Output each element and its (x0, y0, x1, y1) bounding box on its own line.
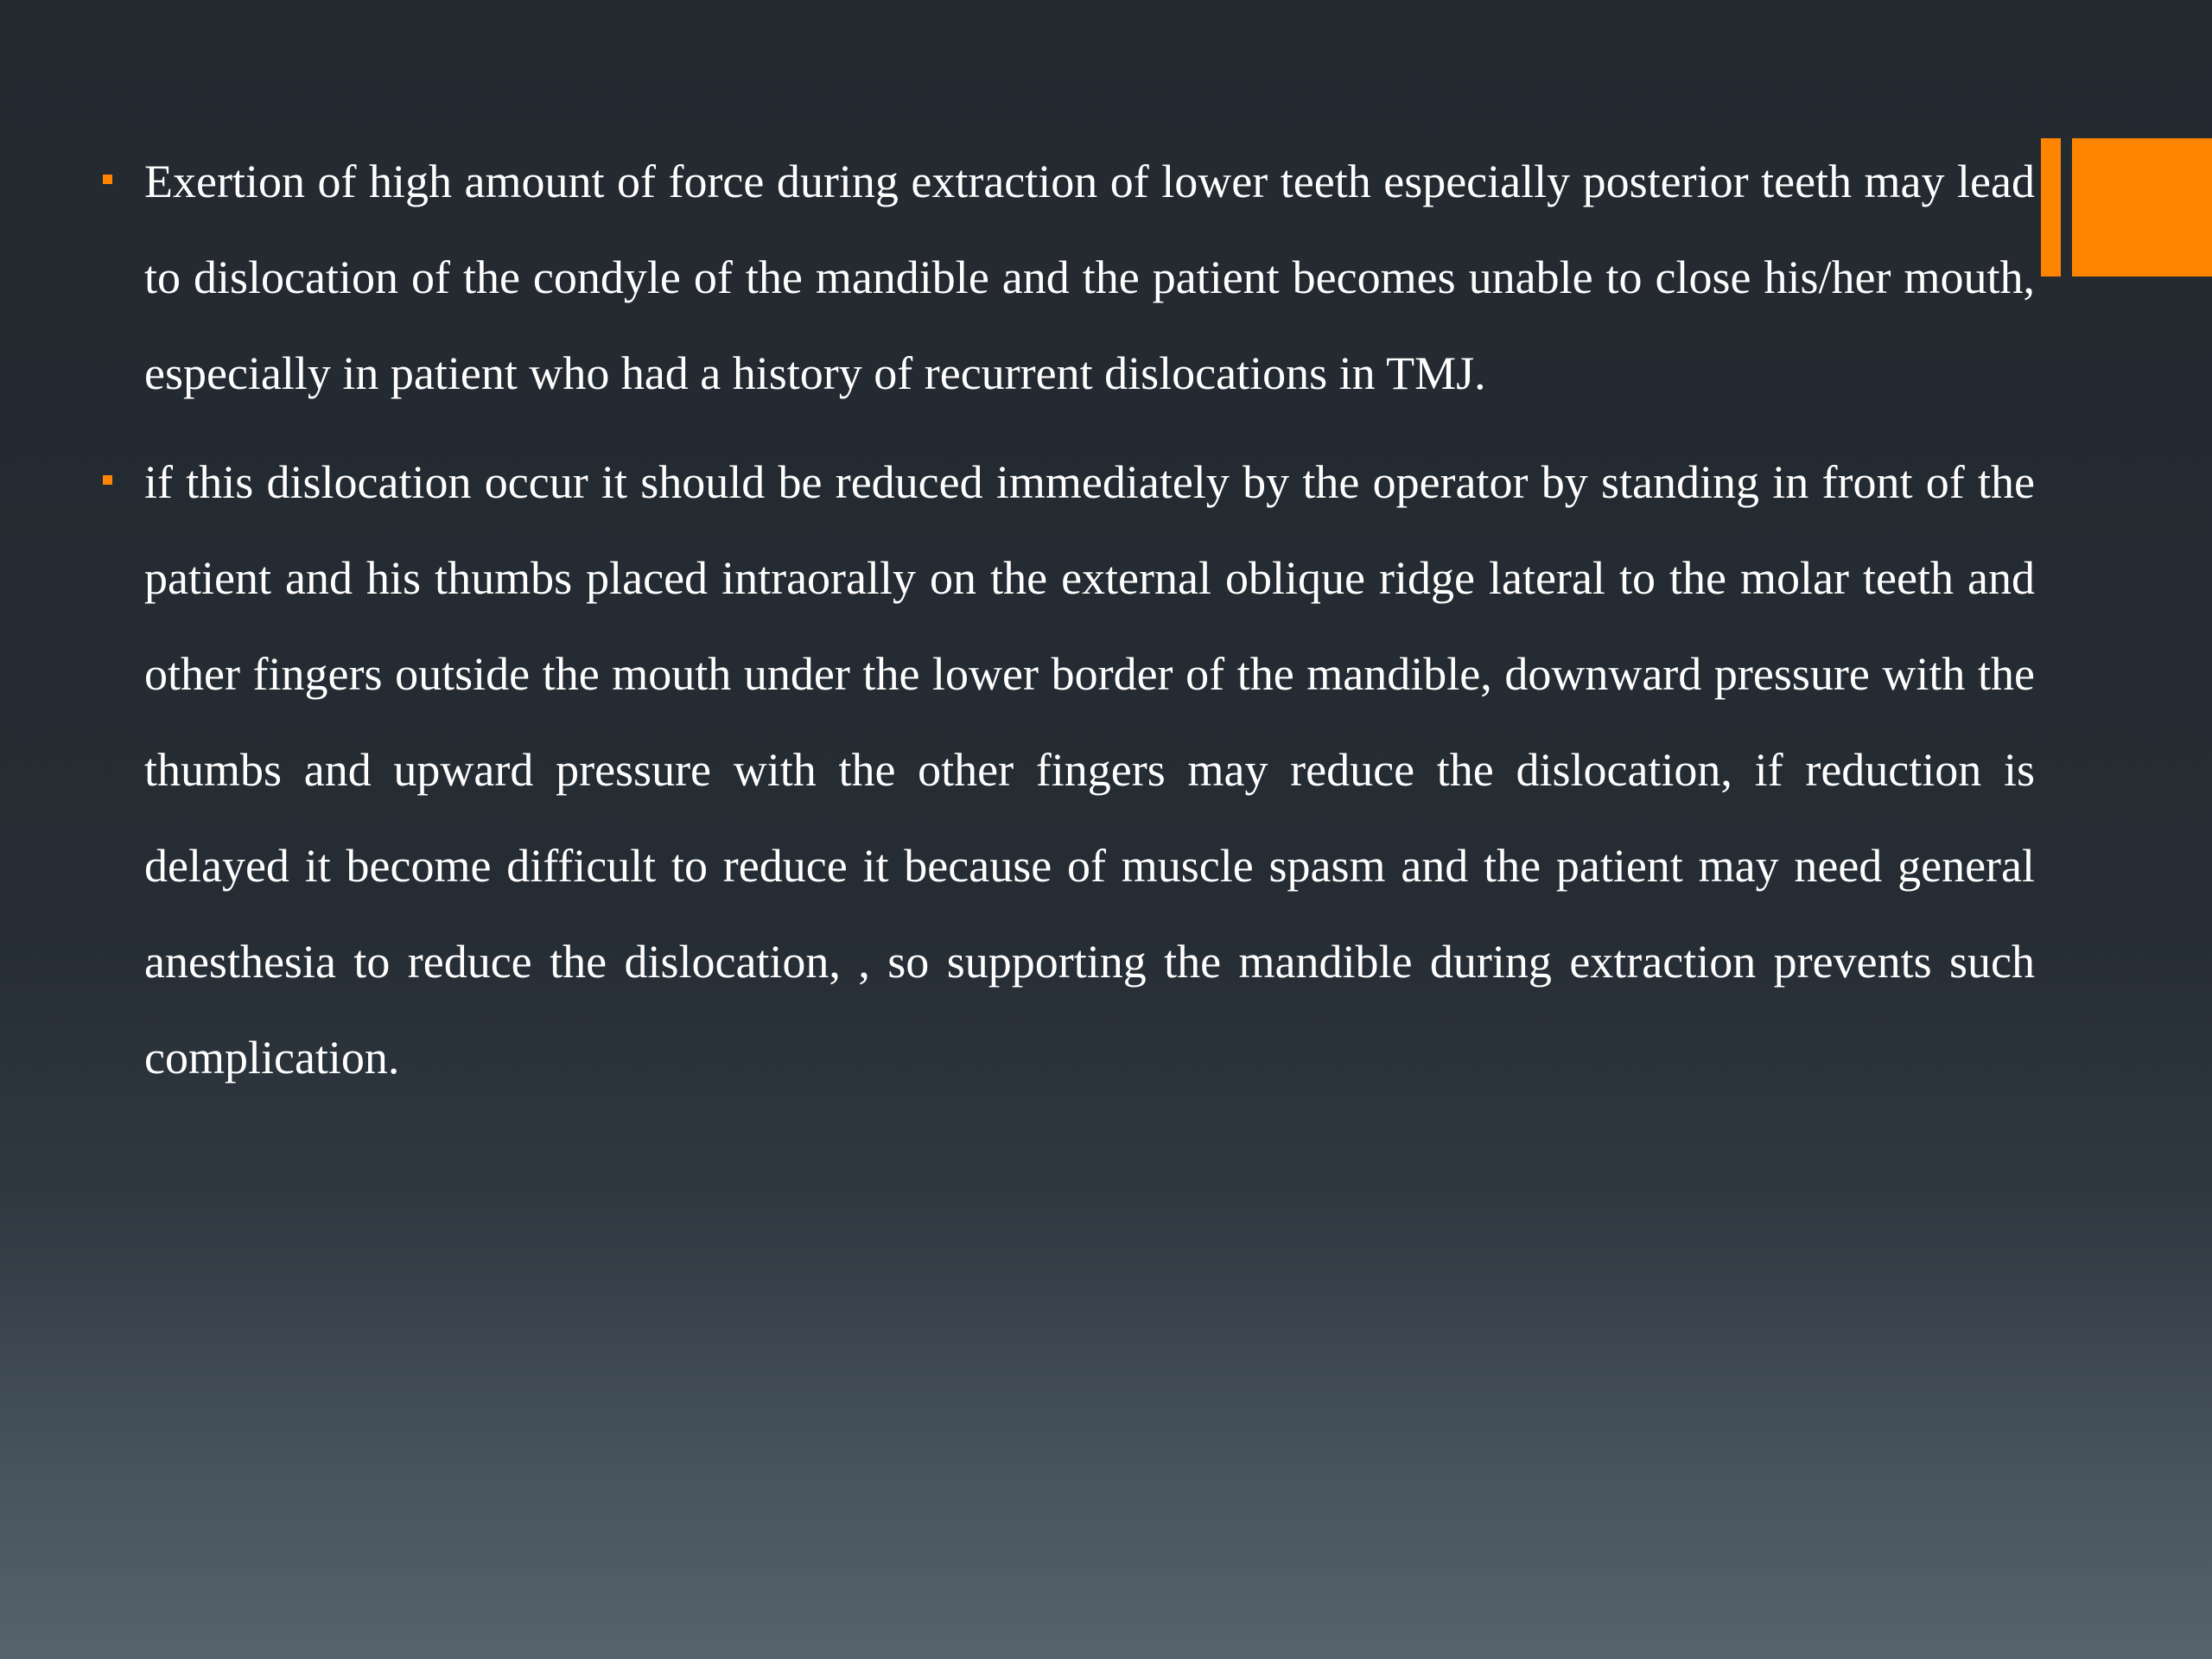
bullet-item (99, 134, 2035, 422)
accent-bar-thin (2041, 138, 2061, 276)
square-bullet-icon (103, 175, 112, 184)
slide-content (99, 134, 2035, 1119)
accent-bar-thick (2072, 138, 2212, 276)
bullet-item (99, 435, 2035, 1106)
bullet-text: Exertion of high amount of force during extraction of lower teeth especially posterior teeth may lead to dislocation of the condyle of the mandible and the patient becomes unable to close his/her mouth, especially in patient who had a history of recurrent dislocations in TMJ. (144, 156, 2035, 399)
bullet-text: if this dislocation occur it should be reduced immediately by the operator by standing in front of the patient and his thumbs placed intraorally on the external oblique ridge lateral to the molar teeth and other fingers outside the mouth under the lower border of the mandible, downward pressure with the thumbs and upward pressure with the other fingers may reduce the dislocation, if reduction is delayed it become difficult to reduce it because of muscle spasm and the patient may need general anesthesia to reduce the dislocation, , so supporting the mandible during extraction prevents such complication. (144, 456, 2035, 1084)
square-bullet-icon (103, 475, 112, 485)
